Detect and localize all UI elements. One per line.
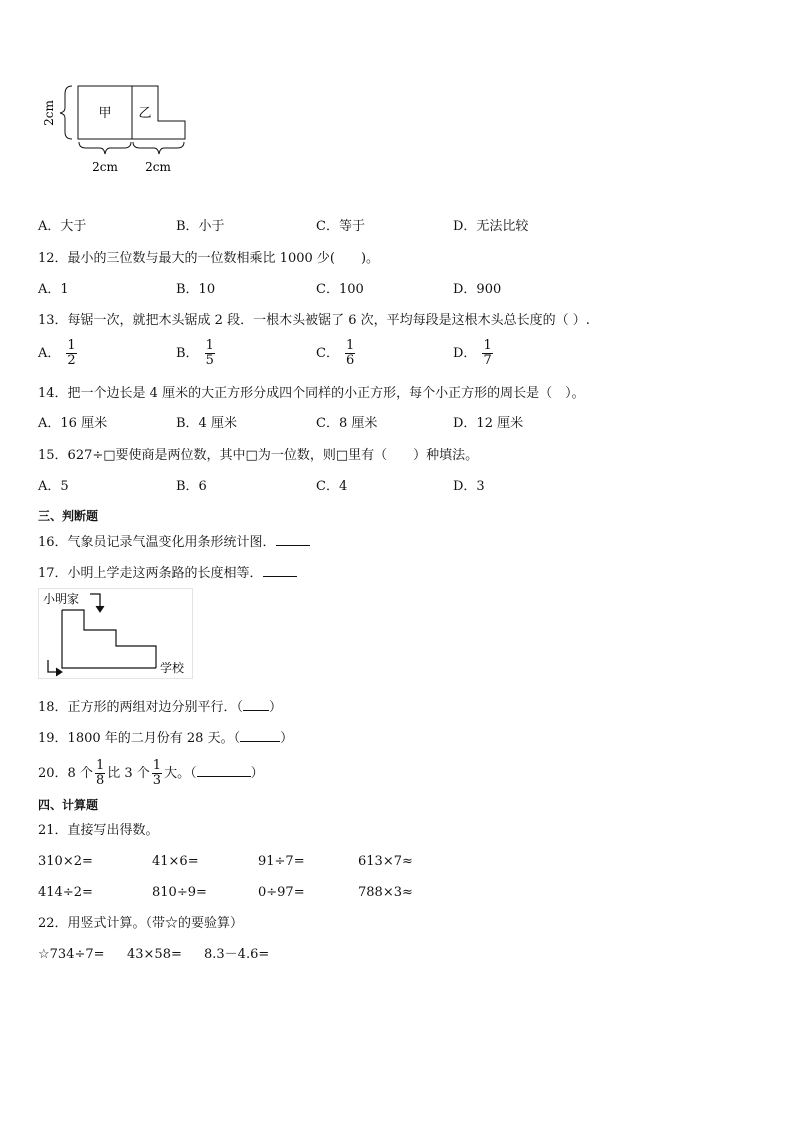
arrow-right-head bbox=[56, 668, 62, 676]
q14-option-c: C．8 厘米 bbox=[316, 416, 378, 431]
figure-q11 bbox=[38, 78, 198, 178]
q12-option-a: A．1 bbox=[38, 282, 69, 297]
section-calculation-heading: 四、计算题 bbox=[38, 798, 99, 812]
q22-item: 8.3－4.6= bbox=[204, 947, 270, 962]
q21-item: 613×7≈ bbox=[358, 854, 413, 869]
label-jia: 甲 bbox=[98, 106, 112, 121]
fraction: $\frac{1}{3}$ bbox=[152, 758, 162, 788]
step-route bbox=[62, 610, 156, 668]
stair-route bbox=[62, 610, 156, 668]
fraction: $\frac{1}{6}$ bbox=[345, 338, 355, 368]
school-label: 学校 bbox=[160, 661, 185, 675]
q11-option-c: C．等于 bbox=[316, 219, 365, 234]
section-true-false-heading: 三、判断题 bbox=[38, 509, 99, 523]
q12-option-b: B．10 bbox=[176, 282, 216, 297]
answer-blank bbox=[263, 564, 297, 577]
fraction: $\frac{1}{8}$ bbox=[95, 758, 105, 788]
q22-question: 22．用竖式计算。（带☆的要验算） bbox=[38, 916, 244, 931]
brace-bottom-left bbox=[79, 142, 131, 154]
q14-question: 14．把一个边长是 4 厘米的大正方形分成四个同样的小正方形，每个小正方形的周长是（ ）。 bbox=[38, 386, 585, 401]
q15-option-b: B．6 bbox=[176, 479, 207, 494]
answer-blank bbox=[240, 729, 280, 742]
label-yi: 乙 bbox=[138, 106, 152, 121]
q11-option-b: B．小于 bbox=[176, 219, 225, 234]
q22-item: ☆734÷7= bbox=[38, 947, 105, 962]
answer-blank bbox=[276, 533, 310, 546]
fraction: $\frac{1}{7}$ bbox=[483, 338, 492, 368]
fraction: $\frac{1}{5}$ bbox=[205, 338, 214, 368]
q12-option-c: C．100 bbox=[316, 282, 364, 297]
brace-left bbox=[60, 86, 72, 139]
q21-item: 810÷9= bbox=[152, 885, 207, 900]
q15-option-a: A．5 bbox=[38, 479, 69, 494]
q14-option-d: D．12 厘米 bbox=[453, 416, 524, 431]
dim-height-label: 2cm bbox=[42, 100, 56, 126]
q20-statement: 20．8 个 $\frac{1}{8}$ 比 3 个 $\frac{1}{3}$ 大。（ ） bbox=[38, 758, 264, 788]
q13-option-d: D． $\frac{1}{7}$ bbox=[453, 338, 492, 368]
q21-item: 91÷7= bbox=[258, 854, 305, 869]
q15-option-d: D．3 bbox=[453, 479, 485, 494]
answer-blank bbox=[243, 698, 269, 711]
q11-option-a: A．大于 bbox=[38, 219, 87, 234]
q21-item: 788×3≈ bbox=[358, 885, 413, 900]
answer-blank bbox=[197, 764, 251, 777]
brace-bottom-right bbox=[133, 142, 184, 154]
q14-option-b: B．4 厘米 bbox=[176, 416, 237, 431]
q13-option-b: B． $\frac{1}{5}$ bbox=[176, 338, 214, 368]
q21-item: 310×2= bbox=[38, 854, 93, 869]
dim-left-label: 2cm bbox=[92, 160, 118, 174]
q21-question: 21．直接写出得数。 bbox=[38, 823, 159, 838]
q15-option-c: C．4 bbox=[316, 479, 348, 494]
q18-statement: 18．正方形的两组对边分别平行．（ ） bbox=[38, 700, 283, 715]
fraction: $\frac{1}{2}$ bbox=[67, 338, 76, 368]
arrow-down-head bbox=[96, 606, 104, 612]
q17-statement: 17．小明上学走这两条路的长度相等． bbox=[38, 564, 297, 582]
q11-option-d: D．无法比较 bbox=[453, 219, 529, 234]
q15-question: 15．627÷□要使商是两位数，其中□为一位数，则□里有（ ）种填法。 bbox=[38, 448, 479, 463]
q21-item: 41×6= bbox=[152, 854, 199, 869]
q12-question: 12．最小的三位数与最大的一位数相乘比 1000 少( )。 bbox=[38, 251, 380, 266]
dim-right-label: 2cm bbox=[145, 160, 171, 174]
q12-option-d: D．900 bbox=[453, 282, 502, 297]
q21-item: 0÷97= bbox=[258, 885, 305, 900]
q13-question: 13．每锯一次，就把木头锯成 2 段．一根木头被锯了 6 次，平均每段是这根木头总长度的（ ）. bbox=[38, 313, 590, 328]
q19-statement: 19．1800 年的二月份有 28 天。（ ） bbox=[38, 731, 294, 746]
q21-item: 414÷2= bbox=[38, 885, 93, 900]
q14-option-a: A．16 厘米 bbox=[38, 416, 108, 431]
figure-q17-route-map bbox=[38, 588, 194, 680]
q16-statement: 16．气象员记录气温变化用条形统计图． bbox=[38, 533, 310, 551]
q13-option-c: C． $\frac{1}{6}$ bbox=[316, 338, 355, 368]
q22-item: 43×58= bbox=[127, 947, 182, 962]
home-label: 小明家 bbox=[43, 592, 80, 606]
q13-option-a: A． $\frac{1}{2}$ bbox=[38, 338, 76, 368]
